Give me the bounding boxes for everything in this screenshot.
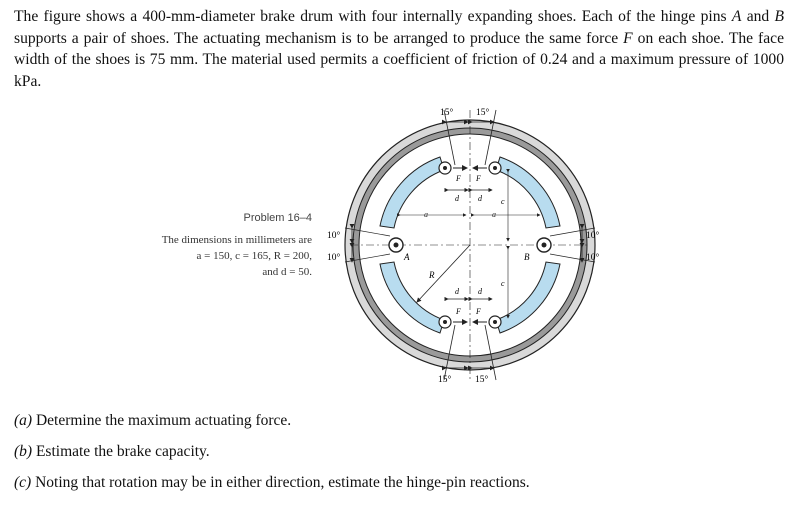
dim-label-d-top-left: d	[455, 194, 459, 203]
dim-label-a-left: a	[424, 210, 428, 219]
caption-line-3: and d = 50.	[262, 266, 312, 278]
dim-label-c-upper: c	[501, 197, 505, 206]
actuator-pin-top-right-center	[493, 166, 497, 170]
actuator-pin-bottom-right-center	[493, 320, 497, 324]
figure-caption	[120, 210, 312, 280]
angle-label-right-upper: 10°	[586, 231, 600, 241]
angle-label-left-lower: 10°	[327, 253, 341, 263]
dim-label-c-lower: c	[501, 279, 505, 288]
angle-label-left-upper: 10°	[327, 231, 341, 241]
pin-b-label: B	[524, 252, 530, 262]
dim-label-d-top-right: d	[478, 194, 482, 203]
actuator-pin-bottom-left-center	[443, 320, 447, 324]
radius-label: R	[429, 270, 435, 280]
question-c	[14, 467, 530, 498]
problem-text-2: and	[741, 8, 775, 25]
force-label-top-left: F	[456, 174, 461, 183]
caption-line-1: The dimensions in millimeters are	[161, 234, 312, 246]
question-a	[14, 405, 530, 436]
dim-label-d-bottom-left: d	[455, 287, 459, 296]
question-b	[14, 436, 530, 467]
problem-text-4: on each shoe. The face width of the shoes is 75 mm. The material used permits a coefficient of friction of 0.24 and a maximum pressure of 1000 kPa.	[14, 29, 785, 90]
angle-label-top-left: 15°	[440, 108, 454, 118]
caption-line-2: a = 150, c = 165, R = 200,	[196, 250, 312, 262]
dim-label-d-bottom-right: d	[478, 287, 482, 296]
force-label-top-right: F	[476, 174, 481, 183]
pin-a-label: A	[404, 252, 410, 262]
problem-statement	[14, 6, 784, 92]
question-list	[14, 405, 530, 498]
problem-text-3: supports a pair of shoes. The actuating mechanism is to be arranged to produce the same force	[14, 29, 624, 47]
angle-label-bottom-left: 15°	[438, 375, 452, 385]
question-c-label: (c)	[14, 474, 32, 491]
question-c-text: Noting that rotation may be in either direction, estimate the hinge-pin reactions.	[31, 474, 530, 491]
angle-label-bottom-right: 15°	[475, 375, 489, 385]
question-b-text: Estimate the brake capacity.	[32, 443, 210, 460]
var-a: A	[731, 8, 742, 25]
question-a-text: Determine the maximum actuating force.	[32, 412, 292, 429]
question-a-label: (a)	[14, 412, 33, 429]
angle-label-right-lower: 10°	[586, 253, 600, 263]
brake-drum-diagram	[320, 100, 620, 390]
problem-number: Problem 16–4	[243, 212, 312, 224]
brake-drum-figure	[320, 100, 620, 390]
hinge-pin-b-center	[542, 243, 547, 248]
force-label-bottom-right: F	[476, 307, 481, 316]
angle-label-top-right: 15°	[476, 108, 490, 118]
force-label-bottom-left: F	[456, 307, 461, 316]
var-b: B	[774, 8, 785, 25]
dim-label-a-right: a	[492, 210, 496, 219]
actuator-pin-top-left-center	[443, 166, 447, 170]
question-b-label: (b)	[14, 443, 33, 460]
problem-text-1: The figure shows a 400-mm-diameter brake drum with four internally expanding shoes. Each of the hinge pins	[14, 8, 732, 25]
hinge-pin-a-center	[394, 243, 399, 248]
var-f: F	[623, 29, 633, 47]
